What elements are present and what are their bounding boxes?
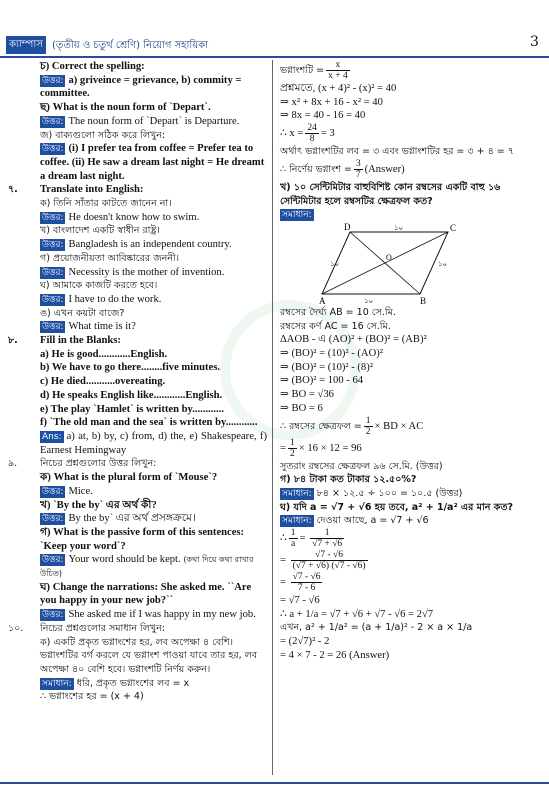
equation-line: প্রশ্নমতে, (x + 4)² - (x)² = 40	[280, 83, 397, 94]
side-length-label: ১০	[330, 259, 340, 268]
surd-answer: = 4 × 7 - 2 = 26 (Answer)	[280, 649, 390, 661]
rhombus-step: ⇒ (BO)² = (10)² - (AO)²	[280, 348, 383, 360]
page-header	[6, 36, 516, 56]
q8-title: ৮. Fill in the Blanks:	[8, 335, 121, 347]
spelling-question: চ) Correct the spelling:	[40, 61, 145, 72]
surd-question: ঘ) যদি a = √7 + √6 হয় তবে, a² + 1/a² এর মান কত?	[280, 501, 513, 513]
q7-title: ৭. Translate into English:	[8, 184, 144, 196]
q8-item: b) We have to go there........five minutes.	[40, 362, 220, 374]
q10-problem: ক) একটি প্রকৃত ভগ্নাংশের হর, লব অপেক্ষা ৪ বেশি। ভগ্নাংশটির বর্গ করলে যে ভগ্নাংশ পাওয়া যাবে তার হর, লব অপেক্ষা ৪০ বেশি হবে। ভগ্নাংশটি নির্ণয় করুন।	[40, 636, 257, 675]
rhombus-conclusion: সুতরাং রম্বসের ক্ষেত্রফল ৯৬ সে.মি. (উত্তর)	[280, 460, 443, 472]
surd-step: ∴ $\frac{1}{a}$ = $\frac{1}{√7 + √6}$	[280, 528, 343, 550]
percentage-question: গ) ৮৪ টাকা কত টাকার ১২.৫০%?	[280, 474, 417, 486]
rhombus-area-value: = $\frac{1}{2}$ × 16 × 12 = 96	[280, 437, 362, 459]
rhombus-step: ΔAOB - এ (AO)² + (BO)² = (AB)²	[280, 334, 427, 346]
rhombus-step: ⇒ (BO)² = 100 - 64	[280, 375, 364, 387]
rhombus-step: রম্বসের দৈর্ঘ্য AB = 10 সে.মি.	[280, 306, 396, 318]
q8-number: ৮.	[8, 335, 18, 347]
q9-number: ৯.	[8, 458, 18, 470]
surd-step: = $\frac{√7 - √6}{(√7 + √6) (√7 - √6)}$	[280, 550, 366, 572]
q9-title: ৯. নিচের প্রশ্নগুলোর উত্তর লিখুন:	[8, 458, 157, 470]
answer-tag: উত্তর:	[42, 116, 64, 127]
q9-d-answer: উত্তর: She asked me if I was happy in my new job.	[42, 609, 256, 621]
left-column	[8, 60, 267, 704]
rhombus-figure	[320, 222, 470, 306]
footer-rule	[0, 782, 549, 784]
q7-item-answer: উত্তর: What time is it?	[42, 321, 136, 333]
q7-item-question: ঙ) এখন কয়টা বাজে?	[40, 307, 125, 319]
center-o-label: O	[386, 252, 392, 262]
q10-title: ১০. নিচের প্রশ্নগুলোর সমাধান লিখুন:	[8, 622, 165, 634]
brand-badge: ক্যাম্পাস	[6, 36, 46, 54]
rhombus-step: ⇒ (BO)² = (10)² - (8)²	[280, 361, 373, 373]
result-text: অর্থাৎ ভগ্নাংশটির লব = ৩ এবং ভগ্নাংশটির হর = ৩ + ৪ = ৭	[280, 146, 514, 158]
answer-tag: উত্তর:	[42, 144, 64, 155]
q9-c-question: গ) What is the passive form of this sentences: `Keep your word`?	[40, 526, 245, 552]
q9-a-answer: উত্তর: Mice.	[42, 485, 93, 497]
surd-step: ∴ a + 1/a = √7 + √6 + √7 - √6 = 2√7	[280, 608, 434, 620]
q7-item-answer: উত্তর: Necessity is the mother of invention.	[42, 266, 225, 278]
spelling-answer: উত্তর: a) griveince = grievance, b) commity = committee.	[40, 74, 242, 100]
q8-item: f) `The old man and the sea` is written by............	[40, 417, 258, 429]
side-length-label: ১০	[394, 223, 404, 232]
q7-item-question: ঘ) আমাকে কাজটি করতে হবে।	[40, 280, 158, 292]
q9-c-answer: উত্তর: Your word should be kept. (কথা দিয়ে কথা রাখার উচিত)	[40, 554, 254, 579]
q9-d-question: ঘ) Change the narrations: She asked me. ``Are you happy in your new job?``	[40, 581, 252, 607]
q7-item-answer: উত্তর: Bangladesh is an independent country.	[42, 239, 232, 251]
rhombus-step: রম্বসের কর্ণ AC = 16 সে.মি.	[280, 320, 391, 332]
diagonal-ac	[322, 232, 448, 294]
q7-item-question: খ) বাংলাদেশ একটি স্বাধীন রাষ্ট্র।	[40, 225, 160, 237]
rhombus-step: ⇒ BO = 6	[280, 402, 323, 414]
percentage-solution: সমাধান: ৮৪ × ১২.৫ ÷ ১০০ = ১০.৫ (উত্তর)	[282, 487, 463, 499]
header-title: (তৃতীয় ও চতুর্থ শ্রেণি) নিয়োগ সহায়িকা	[52, 40, 209, 51]
correct-answer: উত্তর: (i) I prefer tea from coffee = Prefer tea to coffee. (ii) He saw a dream last night = He dreamt a dream last night.	[40, 143, 265, 182]
side-length-label: ১০	[438, 259, 448, 268]
q9-a-question: ক) What is the plural form of `Mouse`?	[40, 472, 218, 484]
q10-solution-line: সমাধান: ধরি, প্রকৃত ভগ্নাংশের লব = x	[42, 677, 190, 689]
side-length-label: ১০	[364, 296, 374, 305]
q10-number: ১০.	[8, 622, 24, 634]
answer-tag: উত্তর:	[42, 75, 64, 86]
correct-question: জ) বাক্যগুলো সঠিক করে লিখুন:	[40, 129, 166, 141]
result-line: ∴ নির্ণেয় ভগ্নাংশ = $\frac{3}{7}$ (Answer)	[280, 158, 405, 180]
q9-b-answer: উত্তর: By the by` এর অর্থ প্রসঙ্গক্রমে।	[42, 513, 196, 525]
q7-item-question: গ) প্রয়োজনীয়তা আবিষ্কারের জননী।	[40, 252, 180, 264]
q7-item-answer: উত্তর: He doesn't know how to swim.	[42, 211, 200, 223]
vertex-d-label: D	[344, 221, 351, 232]
q8-item: a) He is good............English.	[40, 348, 168, 360]
noun-answer: উত্তর: The noun form of `Depart` is Departure.	[42, 115, 240, 127]
column-divider	[272, 60, 273, 775]
ans-tag: Ans:	[42, 431, 62, 442]
surd-step: = $\frac{√7 - √6}{7 - 6}$	[280, 572, 321, 594]
header-rule	[0, 56, 549, 58]
surd-step: = √7 - √6	[280, 595, 320, 607]
rhombus-solution-label: সমাধান:	[282, 210, 312, 221]
q8-item: d) He speaks English like............English.	[40, 389, 223, 401]
vertex-c-label: C	[450, 222, 457, 233]
noun-question: ছ) What is the noun form of `Depart`.	[40, 102, 211, 114]
q10-solution-line: ∴ ভগ্নাংশের হর = (x + 4)	[40, 691, 144, 703]
equation-line: ⇒ x² + 8x + 16 - x² = 40	[280, 96, 383, 108]
fraction-definition: ভগ্নাংশটি = $\frac{x}{x + 4}$	[280, 60, 348, 82]
rhombus-step: ⇒ BO = √36	[280, 389, 334, 401]
surd-step: এখন, a² + 1/a² = (a + 1/a)² - 2 × a × 1/a	[280, 622, 473, 634]
q7-item-question: ক) তিনি সাঁতার কাটতে জানেন না।	[40, 198, 172, 210]
vertex-b-label: B	[420, 295, 427, 306]
page-number: 3	[530, 34, 539, 50]
rhombus-question: খ) ১০ সেন্টিমিটার বাহুবিশিষ্ট কোন রম্বসের একটি বাহু ১৬ সেন্টিমিটার হলে রম্বসটির ক্ষেত্রফল কত?	[280, 181, 501, 207]
surd-step: = (2√7)² - 2	[280, 636, 330, 648]
surd-step: সমাধান: দেওয়া আছে, a = √7 + √6	[282, 515, 429, 527]
equation-line: ∴ x = $\frac{24}{8}$ = 3	[280, 123, 335, 145]
rhombus-diagram	[280, 222, 542, 306]
q7-number: ৭.	[8, 184, 18, 196]
q9-b-question: খ) `By the by` এর অর্থ কী?	[40, 499, 157, 511]
rhombus-area-formula: ∴ রম্বসের ক্ষেত্রফল = $\frac{1}{2}$ × BD × AC	[280, 415, 424, 437]
q7-item-answer: উত্তর: I have to do the work.	[42, 293, 162, 305]
equation-line: ⇒ 8x = 40 - 16 = 40	[280, 110, 366, 122]
q8-answer: Ans: a) at, b) by, c) from, d) the, e) Shakespeare, f) Earnest Hemingway	[40, 430, 267, 456]
vertex-a-label: A	[319, 295, 326, 306]
q8-item: e) The play `Hamlet` is written by............	[40, 403, 225, 415]
right-column	[280, 60, 542, 663]
q8-item: c) He died...........overeating.	[40, 376, 166, 388]
